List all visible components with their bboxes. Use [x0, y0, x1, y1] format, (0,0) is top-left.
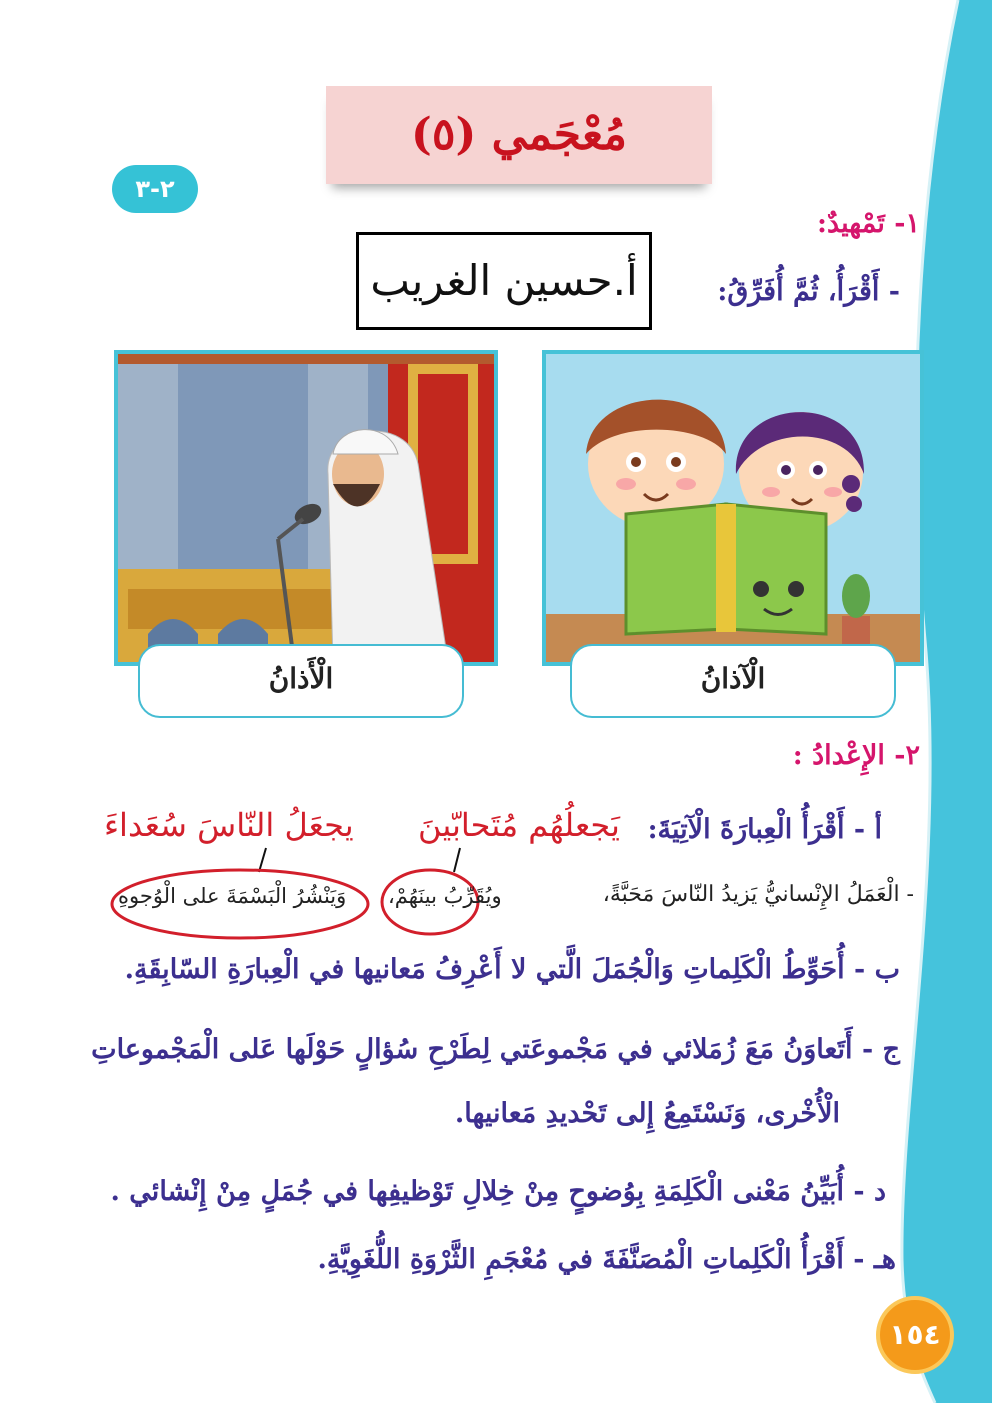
item-c-line1: ج - أَتَعاوَنُ مَعَ زُمَلائي في مَجْموعَتي لِطَرْحِ سُؤالٍ حَوْلَها عَلى الْمَجْموعاتِ	[91, 1034, 900, 1065]
annotation-1: يَجعلُهُم مُتَحابّينَ	[418, 806, 620, 844]
section2-heading: ٢- الإِعْدادُ :	[792, 740, 920, 771]
annotation-2: يجعَلُ النّاسَ سُعَداءَ	[104, 806, 354, 844]
page-number: ١٥٤	[876, 1296, 954, 1374]
item-a-phrase-1: ويُقَرِّبُ بينَهُمْ،	[388, 884, 502, 908]
item-d: د - أُبَيِّنُ مَعْنى الْكَلِمَةِ بِوُضوحٍ مِنْ خِلالِ تَوْظيفِها في جُمَلٍ مِنْ إِنْشائي .	[110, 1176, 886, 1207]
item-e: هـ - أَقْرَأُ الْكَلِماتِ الْمُصَنَّفَةَ في مُعْجَمِ الثَّرْوَةِ اللُّغَوِيَّةِ.	[317, 1244, 896, 1275]
section1-heading: ١- تَمْهيدٌ:	[817, 208, 920, 239]
item-a-label: أ - أَقْرَأُ الْعِبارَةَ الْآتِيَةَ:	[647, 814, 882, 845]
author-name-box: أ.حسين الغريب	[356, 232, 652, 330]
lesson-title: مُعْجَمي (٥)	[411, 109, 627, 160]
item-a-sentence-start: - الْعَمَلُ الإِنْسانيُّ يَزيدُ النّاسَ مَحَبَّةً،	[602, 882, 914, 907]
caption-left: الْأَذانُ	[138, 644, 464, 718]
section1-instruction: - أَقْرَأُ، ثُمَّ أُفَرِّقُ:	[717, 276, 900, 307]
item-a-phrase-2: وَيَنْشُرُ الْبَسْمَةَ على الْوُجوهِ	[118, 884, 347, 908]
item-c-line2: الْأُخْرى، وَنَسْتَمِعُ إِلى تَحْديدِ مَعانيها.	[454, 1098, 840, 1129]
unit-badge: ٢-٣	[112, 165, 198, 213]
item-b: ب - أُحَوِّطُ الْكَلِماتِ وَالْجُمَلَ الَّتي لا أَعْرِفُ مَعانيها في الْعِبارَةِ السّابِقَةِ.	[124, 954, 900, 985]
caption-right: الْآذانُ	[570, 644, 896, 718]
